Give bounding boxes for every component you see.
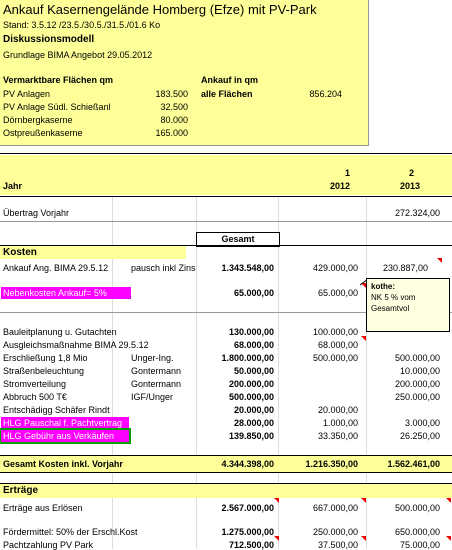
total-2012[interactable]: 1.216.350,00 <box>305 459 358 469</box>
total-2013[interactable]: 1.562.461,00 <box>387 459 440 469</box>
cost-row-gesamt[interactable]: 20.000,00 <box>233 405 274 415</box>
income-row-2012[interactable]: 667.000,00 <box>312 503 358 513</box>
cost-row-2012[interactable]: 20.000,00 <box>317 405 358 415</box>
comment-marker-icon <box>274 498 279 503</box>
ertraege-heading[interactable]: Erträge <box>3 485 39 496</box>
model-label[interactable]: Diskussionsmodell <box>3 34 95 45</box>
year-label[interactable]: Jahr <box>3 181 23 191</box>
cost-row-label[interactable]: Straßenbeleuchtung <box>3 366 85 376</box>
cost-row-2012[interactable]: 1.000,00 <box>322 418 358 428</box>
areas-heading[interactable]: Vermarktbare Flächen qm <box>3 75 114 85</box>
cost-row-gesamt[interactable]: 139.850,00 <box>228 431 274 441</box>
divider <box>0 221 452 222</box>
income-row-label[interactable]: Fördermittel: 50% der Erschl.Kost <box>3 527 138 537</box>
cost-row-label[interactable]: Stromverteilung <box>3 379 67 389</box>
cost-row-2013[interactable]: 230.887,00 <box>382 263 428 273</box>
comment-author: kothe: <box>371 282 395 291</box>
cost-row-gesamt[interactable]: 1.343.548,00 <box>221 263 274 273</box>
cost-row-gesamt[interactable]: 50.000,00 <box>233 366 274 376</box>
cost-row-gesamt[interactable]: 500.000,00 <box>228 392 274 402</box>
comment-marker-icon <box>274 536 279 541</box>
stand-line[interactable]: Stand: 3.5.12 /23.5./30.5./31.5./01.6 Ko <box>3 20 161 30</box>
comment-text: Gesamtvol <box>371 304 410 313</box>
area-label[interactable]: Dörnbergkaserne <box>3 115 73 125</box>
comment-marker-icon <box>361 536 366 541</box>
cost-row-gesamt[interactable]: 28.000,00 <box>233 418 274 428</box>
income-row-gesamt[interactable]: 712.500,00 <box>228 540 274 550</box>
basis-line[interactable]: Grundlage BIMA Angebot 29.05.2012 <box>3 50 153 60</box>
year-col2-num[interactable]: 2 <box>408 168 414 178</box>
cost-row-label[interactable]: Ausgleichsmaßnahme BIMA 29.5.12 <box>3 340 149 350</box>
purchase-total[interactable]: 856.204 <box>309 89 342 99</box>
kosten-heading[interactable]: Kosten <box>3 247 37 258</box>
income-row-2012[interactable]: 250.000,00 <box>312 527 358 537</box>
cost-row-gesamt[interactable]: 200.000,00 <box>228 379 274 389</box>
income-row-2013[interactable]: 500.000,00 <box>394 503 440 513</box>
comment-marker-icon <box>437 258 442 263</box>
cost-row-2013[interactable]: 500.000,00 <box>394 353 440 363</box>
cost-row-gesamt[interactable]: 1.800.000,00 <box>221 353 274 363</box>
divider <box>0 455 452 456</box>
cost-row-label[interactable]: HLG Pauschal f. Pachtvertrag <box>3 418 123 428</box>
cost-row-2012[interactable]: 100.000,00 <box>312 327 358 337</box>
comment-marker-icon <box>446 498 451 503</box>
comment-marker-icon <box>361 336 366 341</box>
cost-row-note[interactable]: IGF/Unger <box>131 392 174 402</box>
cost-row-note[interactable]: Unger-Ing. <box>131 353 174 363</box>
year-col2-year[interactable]: 2013 <box>399 181 420 191</box>
divider <box>0 153 452 154</box>
cost-row-2012[interactable]: 429.000,00 <box>312 263 358 273</box>
income-row-2013[interactable]: 650.000,00 <box>394 527 440 537</box>
cost-row-gesamt[interactable]: 65.000,00 <box>233 288 274 298</box>
area-value[interactable]: 165.000 <box>155 128 188 138</box>
uebertrag-label[interactable]: Übertrag Vorjahr <box>3 208 70 218</box>
cost-row-label[interactable]: Nebenkosten Ankauf= 5% <box>3 288 107 298</box>
cost-row-label[interactable]: Abbruch 500 T€ <box>3 392 67 402</box>
income-row-2013[interactable]: 75.000,00 <box>399 540 440 550</box>
comment-marker-icon <box>361 498 366 503</box>
area-label[interactable]: PV Anlage Südl. Schießanl <box>3 102 111 112</box>
total-label[interactable]: Gesamt Kosten inkl. Vorjahr <box>3 459 123 469</box>
total-gesamt[interactable]: 4.344.398,00 <box>221 459 274 469</box>
divider <box>0 483 452 484</box>
income-row-label[interactable]: Erträge aus Erlösen <box>3 503 83 513</box>
cost-row-label[interactable]: Entschädigg Schäfer Rindt <box>3 405 110 415</box>
cost-row-2013[interactable]: 26.250,00 <box>399 431 440 441</box>
income-row-gesamt[interactable]: 2.567.000,00 <box>221 503 274 513</box>
cost-row-label[interactable]: HLG Gebühr aus Verkäufen <box>3 431 115 441</box>
income-row-label[interactable]: Pachtzahlung PV Park <box>3 540 94 550</box>
cost-row-note[interactable]: Gontermann <box>131 379 182 389</box>
area-value[interactable]: 183.500 <box>155 89 188 99</box>
area-label[interactable]: Ostpreußenkaserne <box>3 128 83 138</box>
purchase-heading-1[interactable]: Ankauf in qm <box>201 75 259 85</box>
area-value[interactable]: 80.000 <box>160 115 188 125</box>
cost-row-2013[interactable]: 10.000,00 <box>399 366 440 376</box>
divider <box>0 245 452 246</box>
sheet-title[interactable]: Ankauf Kasernengelände Homberg (Efze) mit PV-Park <box>3 2 317 17</box>
cost-row-2012[interactable]: 500.000,00 <box>312 353 358 363</box>
cost-row-2012[interactable]: 68.000,00 <box>317 340 358 350</box>
cost-row-label[interactable]: Erschließung 1,8 Mio <box>3 353 88 363</box>
year-col1-year[interactable]: 2012 <box>329 181 350 191</box>
divider <box>0 196 452 197</box>
cost-row-gesamt[interactable]: 68.000,00 <box>233 340 274 350</box>
area-value[interactable]: 32.500 <box>160 102 188 112</box>
comment-text: NK 5 % vom <box>371 293 416 302</box>
uebertrag-2013[interactable]: 272.324,00 <box>394 208 440 218</box>
cost-row-2012[interactable]: 33.350,00 <box>317 431 358 441</box>
divider <box>0 472 452 473</box>
cost-row-label[interactable]: Ankauf Ang. BIMA 29.5.12 <box>3 263 109 273</box>
cost-row-label[interactable]: Bauleitplanung u. Gutachten <box>3 327 117 337</box>
cost-row-gesamt[interactable]: 130.000,00 <box>228 327 274 337</box>
cost-row-2013[interactable]: 3.000,00 <box>404 418 440 428</box>
area-label[interactable]: PV Anlagen <box>3 89 51 99</box>
cost-row-2012[interactable]: 65.000,00 <box>317 288 358 298</box>
cost-row-2013[interactable]: 200.000,00 <box>394 379 440 389</box>
cell-comment[interactable] <box>366 278 450 332</box>
comment-marker-icon <box>446 536 451 541</box>
purchase-heading-2[interactable]: alle Flächen <box>201 89 253 99</box>
income-row-gesamt[interactable]: 1.275.000,00 <box>221 527 274 537</box>
cost-row-note[interactable]: pausch inkl Zins <box>131 263 196 273</box>
gesamt-header[interactable]: Gesamt <box>196 232 280 247</box>
income-row-2012[interactable]: 37.500,00 <box>317 540 358 550</box>
cost-row-note[interactable]: Gontermann <box>131 366 182 376</box>
ertraege-band <box>0 484 452 498</box>
year-col1-num[interactable]: 1 <box>344 168 350 178</box>
cost-row-2013[interactable]: 250.000,00 <box>394 392 440 402</box>
